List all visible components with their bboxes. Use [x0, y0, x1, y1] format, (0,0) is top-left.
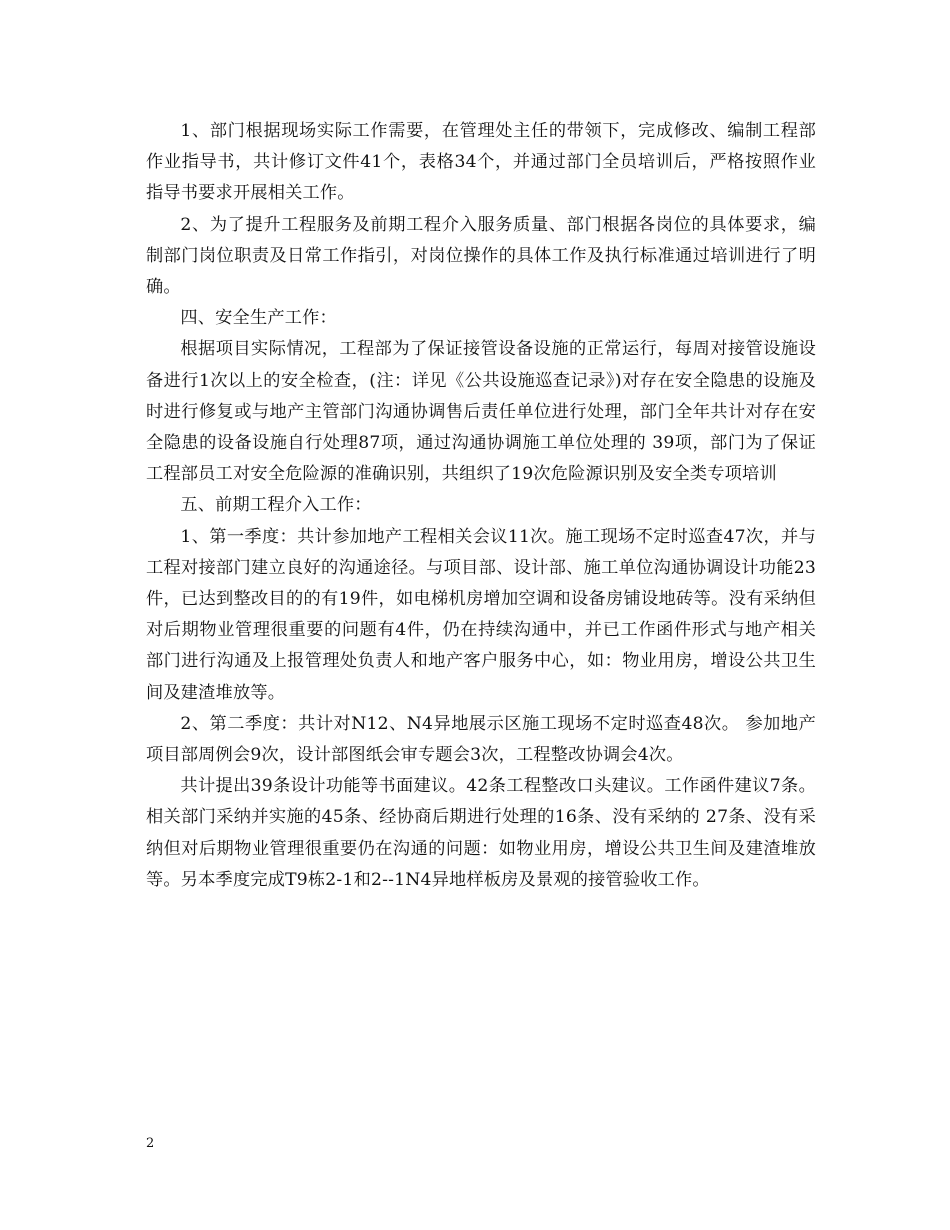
- paragraph-2: 2、为了提升工程服务及前期工程介入服务质量、部门根据各岗位的具体要求，编制部门岗位职责及日常工作指引，对岗位操作的具体工作及执行标准通过培训进行了明确。: [146, 214, 816, 298]
- section-heading-safety: 四、安全生产工作：: [180, 308, 337, 329]
- page-number: 2: [146, 1136, 155, 1151]
- document-body: [146, 116, 816, 896]
- paragraph-q2: 2、第二季度：共计对N12、N4异地展示区施工现场不定时巡查48次。 参加地产项目部周例会9次，设计部图纸会审专题会3次，工程整改协调会4次。: [146, 713, 816, 766]
- section-heading-early-intervention: 五、前期工程介入工作：: [180, 495, 372, 516]
- paragraph-safety: 根据项目实际情况，工程部为了保证接管设备设施的正常运行，每周对接管设施设备进行1次以上的安全检查，(注：详见《公共设施巡查记录》)对存在安全隐患的设施及时进行修复或与地产主管部门沟通协调售后责任单位进行处理，部门全年共计对存在安全隐患的设备设施自行处理87项，通过沟通协调施工单位处理的 39项，部门为了保证工程部员工对安全危险源的准确识别，共组织了19次危险源识别及安全类专项培训: [146, 339, 816, 485]
- paragraph-suggestions: 共计提出39条设计功能等书面建议。42条工程整改口头建议。工作函件建议7条。相关部门采纳并实施的45条、经协商后期进行处理的16条、没有采纳的 27条、没有采纳但对后期物业管理很重要仍在沟通的问题：如物业用房，增设公共卫生间及建渣堆放等。另本季度完成T9栋2-1和2--1N4异地样板房及景观的接管验收工作。: [146, 776, 816, 890]
- paragraph-q1: 1、第一季度：共计参加地产工程相关会议11次。施工现场不定时巡查47次，并与工程对接部门建立良好的沟通途径。与项目部、设计部、施工单位沟通协调设计功能23件，已达到整改目的的有19件，如电梯机房增加空调和设备房铺设地砖等。没有采纳但对后期物业管理很重要的问题有4件，仍在持续沟通中，并已工作函件形式与地产相关部门进行沟通及上报管理处负责人和地产客户服务中心，如：物业用房，增设公共卫生间及建渣堆放等。: [146, 526, 816, 703]
- paragraph-1: 1、部门根据现场实际工作需要，在管理处主任的带领下，完成修改、编制工程部作业指导书，共计修订文件41个，表格34个，并通过部门全员培训后，严格按照作业指导书要求开展相关工作。: [146, 121, 816, 204]
